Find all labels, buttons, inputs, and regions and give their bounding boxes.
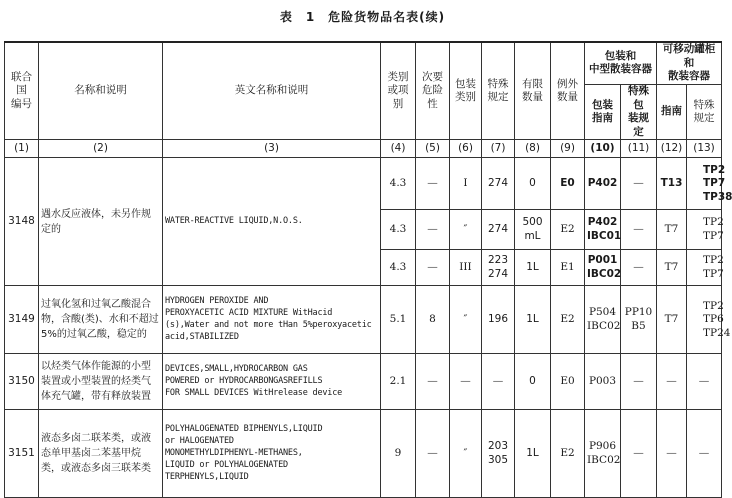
tank-special-cell: — — [687, 354, 722, 410]
limited-qty-cell: 0 — [515, 158, 551, 210]
limited-qty-cell: 1L — [515, 250, 551, 286]
special-provision-cell: 223 274 — [482, 250, 515, 286]
packing-instruction-cell: P003 — [585, 354, 621, 410]
header-tank-instruction: 指南 — [657, 84, 687, 140]
sub-risk-cell: — — [416, 410, 450, 498]
special-packing-cell: — — [621, 210, 657, 250]
special-packing-cell: — — [621, 354, 657, 410]
tank-instruction-cell: T7 — [657, 250, 687, 286]
excepted-qty-cell: E0 — [551, 354, 585, 410]
special-packing-cell: — — [621, 250, 657, 286]
col-num: (3) — [163, 140, 381, 158]
header-packaging-ibc: 包装和 中型散装容器 — [585, 42, 657, 84]
col-num: (6) — [450, 140, 482, 158]
col-num: (1) — [5, 140, 39, 158]
un-number: 3150 — [5, 354, 39, 410]
limited-qty-cell: 1L — [515, 410, 551, 498]
col-num: (9) — [551, 140, 585, 158]
table-title: 表 1 危险货物品名表(续) — [279, 10, 446, 24]
header-portable-tanks: 可移动罐柜和 散装容器 — [657, 42, 722, 84]
sub-risk-cell: — — [416, 158, 450, 210]
excepted-qty-cell: E2 — [551, 210, 585, 250]
table-row — [5, 354, 722, 410]
special-provision-cell: 196 — [482, 286, 515, 354]
packing-instruction-cell: P001 IBC02 — [585, 250, 621, 286]
limited-qty-cell: 500 mL — [515, 210, 551, 250]
tank-instruction-cell: — — [657, 410, 687, 498]
packing-instruction-cell: P504 IBC02 — [585, 286, 621, 354]
limited-qty-cell: 0 — [515, 354, 551, 410]
special-provision-cell: 274 — [482, 158, 515, 210]
tank-special-cell: — — [687, 410, 722, 498]
sub-risk-cell: 8 — [416, 286, 450, 354]
substance-name: 过氧化氢和过氧乙酸混合物，含酸(类)、水和不超过5%的过氧乙酸，稳定的 — [39, 286, 163, 354]
english-name: DEVICES,SMALL,HYDROCARBON GAS POWERED or HYDROCARBONGASREFILLS FOR SMALL DEVICES WitHrelease device — [163, 354, 381, 410]
tank-special-cell: TP2 TP6 TP24 — [687, 286, 722, 354]
packing-instruction-cell: P906 IBC02 — [585, 410, 621, 498]
sub-risk-cell: — — [416, 210, 450, 250]
excepted-qty-cell: E2 — [551, 286, 585, 354]
class-cell: 4.3 — [381, 158, 416, 210]
packing-instruction-cell: P402 — [585, 158, 621, 210]
dangerous-goods-table — [4, 41, 732, 498]
tank-instruction-cell: T7 — [657, 210, 687, 250]
class-cell: 4.3 — [381, 250, 416, 286]
packing-group-cell: ″ — [450, 286, 482, 354]
tank-special-cell: TP2 TP7 TP38 — [687, 158, 722, 210]
class-cell: 5.1 — [381, 286, 416, 354]
tank-instruction-cell: — — [657, 354, 687, 410]
col-num: (7) — [482, 140, 515, 158]
class-cell: 2.1 — [381, 354, 416, 410]
substance-name: 液态多卤二联苯类，或液态单甲基卤二苯基甲烷类，或液态多卤三联苯类 — [39, 410, 163, 498]
header-special-packing: 特殊包 装规定 — [621, 84, 657, 140]
packing-group-cell: ″ — [450, 210, 482, 250]
header-limited-qty: 有限 数量 — [515, 42, 551, 140]
col-num: (11) — [621, 140, 657, 158]
table-row — [5, 158, 722, 210]
special-packing-cell: — — [621, 158, 657, 210]
table-row — [5, 286, 722, 354]
tank-special-cell: TP2 TP7 — [687, 210, 722, 250]
limited-qty-cell: 1L — [515, 286, 551, 354]
special-provision-cell: 203 305 — [482, 410, 515, 498]
packing-group-cell: I — [450, 158, 482, 210]
col-num: (13) — [687, 140, 722, 158]
packing-instruction-cell: P402 IBC01 — [585, 210, 621, 250]
un-number: 3148 — [5, 158, 39, 286]
excepted-qty-cell: E2 — [551, 410, 585, 498]
sub-risk-cell: — — [416, 354, 450, 410]
col-num: (10) — [585, 140, 621, 158]
tank-instruction-cell: T13 — [657, 158, 687, 210]
english-name: WATER-REACTIVE LIQUID,N.O.S. — [163, 158, 381, 286]
substance-name: 以烃类气体作能源的小型装置或小型装置的烃类气体充气罐，带有释放装置 — [39, 354, 163, 410]
tank-special-cell: TP2 TP7 — [687, 250, 722, 286]
sub-risk-cell: — — [416, 250, 450, 286]
substance-name: 遇水反应液体，未另作规定的 — [39, 158, 163, 286]
header-special-provisions: 特殊 规定 — [482, 42, 515, 140]
excepted-qty-cell: E0 — [551, 158, 585, 210]
excepted-qty-cell: E1 — [551, 250, 585, 286]
table-row — [5, 410, 722, 498]
col-num: (12) — [657, 140, 687, 158]
english-name: POLYHALOGENATED BIPHENYLS,LIQUID or HALOGENATED MONOMETHYLDIPHENYL-METHANES, LIQUID or POLYHALOGENATED TERPHENYLS,LIQUID — [163, 410, 381, 498]
un-number: 3151 — [5, 410, 39, 498]
english-name: HYDROGEN PEROXIDE AND PEROXYACETIC ACID MIXTURE WitHacid (s),Water and not more tHan 5%peroxyacetic acid,STABILIZED — [163, 286, 381, 354]
header-sub-risk: 次要 危险性 — [416, 42, 450, 140]
class-cell: 4.3 — [381, 210, 416, 250]
packing-group-cell: — — [450, 354, 482, 410]
special-packing-cell: PP10 B5 — [621, 286, 657, 354]
header-packing-group: 包装 类别 — [450, 42, 482, 140]
packing-group-cell: ″ — [450, 410, 482, 498]
un-number: 3149 — [5, 286, 39, 354]
header-packing-instruction: 包装 指南 — [585, 84, 621, 140]
col-num: (8) — [515, 140, 551, 158]
header-name: 名称和说明 — [39, 42, 163, 140]
class-cell: 9 — [381, 410, 416, 498]
header-en-name: 英文名称和说明 — [163, 42, 381, 140]
col-num: (2) — [39, 140, 163, 158]
header-excepted-qty: 例外 数量 — [551, 42, 585, 140]
header-un-no: 联合国 编号 — [5, 42, 39, 140]
col-num: (5) — [416, 140, 450, 158]
packing-group-cell: III — [450, 250, 482, 286]
col-num: (4) — [381, 140, 416, 158]
header-class: 类别 或项别 — [381, 42, 416, 140]
special-provision-cell: 274 — [482, 210, 515, 250]
special-packing-cell: — — [621, 410, 657, 498]
special-provision-cell: — — [482, 354, 515, 410]
header-tank-special: 特殊 规定 — [687, 84, 722, 140]
tank-instruction-cell: T7 — [657, 286, 687, 354]
